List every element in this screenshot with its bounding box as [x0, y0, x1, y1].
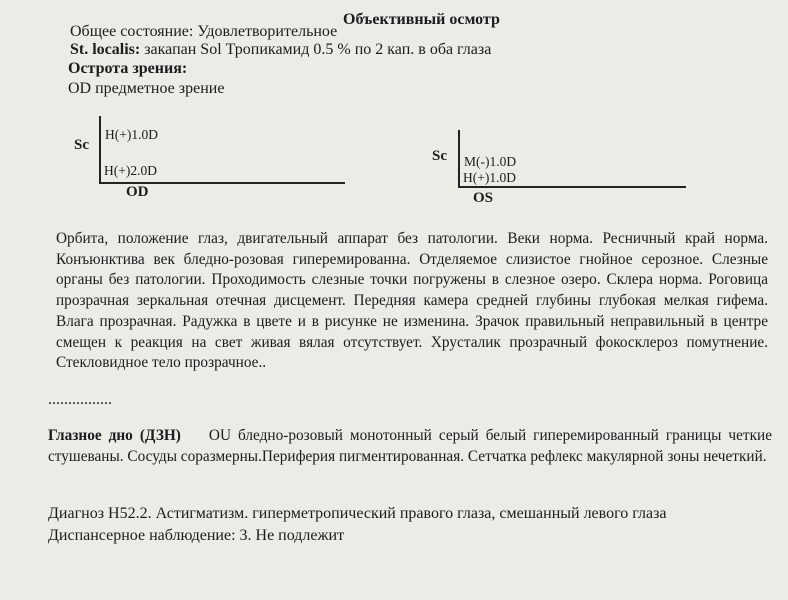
os-sc-label: Sc: [432, 148, 447, 164]
document-title: Объективный осмотр: [343, 11, 500, 28]
os-value-2: H(+)1.0D: [463, 170, 516, 185]
dispensary-observation: Диспансерное наблюдение: 3. Не подлежит: [48, 527, 345, 544]
acuity-heading: Острота зрения:: [68, 60, 188, 77]
os-value-1: M(-)1.0D: [464, 154, 517, 169]
exam-paragraph: Орбита, положение глаз, двигательный аппарат без патологии. Веки норма. Ресничный край норма. Конъюнктива век бледно-розовая гиперемированна. Отделяемое слизистое гнойное серозное. Слезные органы без патологии. Проходимость слезные точки погружены в слезное озеро. Склера норма. Роговица прозрачная зеркальная отечная дисцемент. Передняя камера средней глубины глубокая мелкая гифема. Влага прозрачная. Радужка в цвете и в рисунке не изменина. Зрачок правильный неправильный в центре смещен к реакция на свет живая вялая отсутствует. Хрусталик прозрачный фокосклероз помутнение. Стекловидное тело прозрачное..: [56, 230, 768, 372]
fundus-section: [48, 426, 772, 467]
st-localis-label: St. localis:: [70, 41, 141, 58]
st-localis-text: закапан Sol Тропикамид 0.5 % по 2 кап. в оба глаза: [140, 41, 492, 58]
st-localis: [70, 41, 491, 59]
od-value-1: H(+)1.0D: [105, 127, 158, 142]
general-state: Общее состояние: Удовлетворительное: [70, 23, 338, 40]
od-vision: OD предметное зрение: [68, 80, 225, 97]
od-vertical-line: [99, 116, 101, 184]
diagnosis: Диагноз Н52.2. Астигматизм. гиперметропический правого глаза, смешанный левого глаза: [48, 505, 667, 522]
os-horizontal-line: [458, 186, 686, 188]
od-value-2: H(+)2.0D: [104, 163, 157, 178]
od-eye-label: OD: [126, 184, 149, 200]
fundus-label: Глазное дно (ДЗН): [48, 427, 181, 444]
os-eye-label: OS: [473, 190, 494, 206]
fundus-text: OU бледно-розовый монотонный серый белый гиперемированный границы четкие стушеваны. Сосуды соразмерны.Периферия пигментированная. Сетчатка рефлекс макулярной зоны нечеткий.: [48, 427, 772, 465]
od-sc-label: Sc: [74, 137, 89, 153]
dots-separator: ................: [48, 391, 112, 408]
os-vertical-line: [458, 130, 460, 188]
